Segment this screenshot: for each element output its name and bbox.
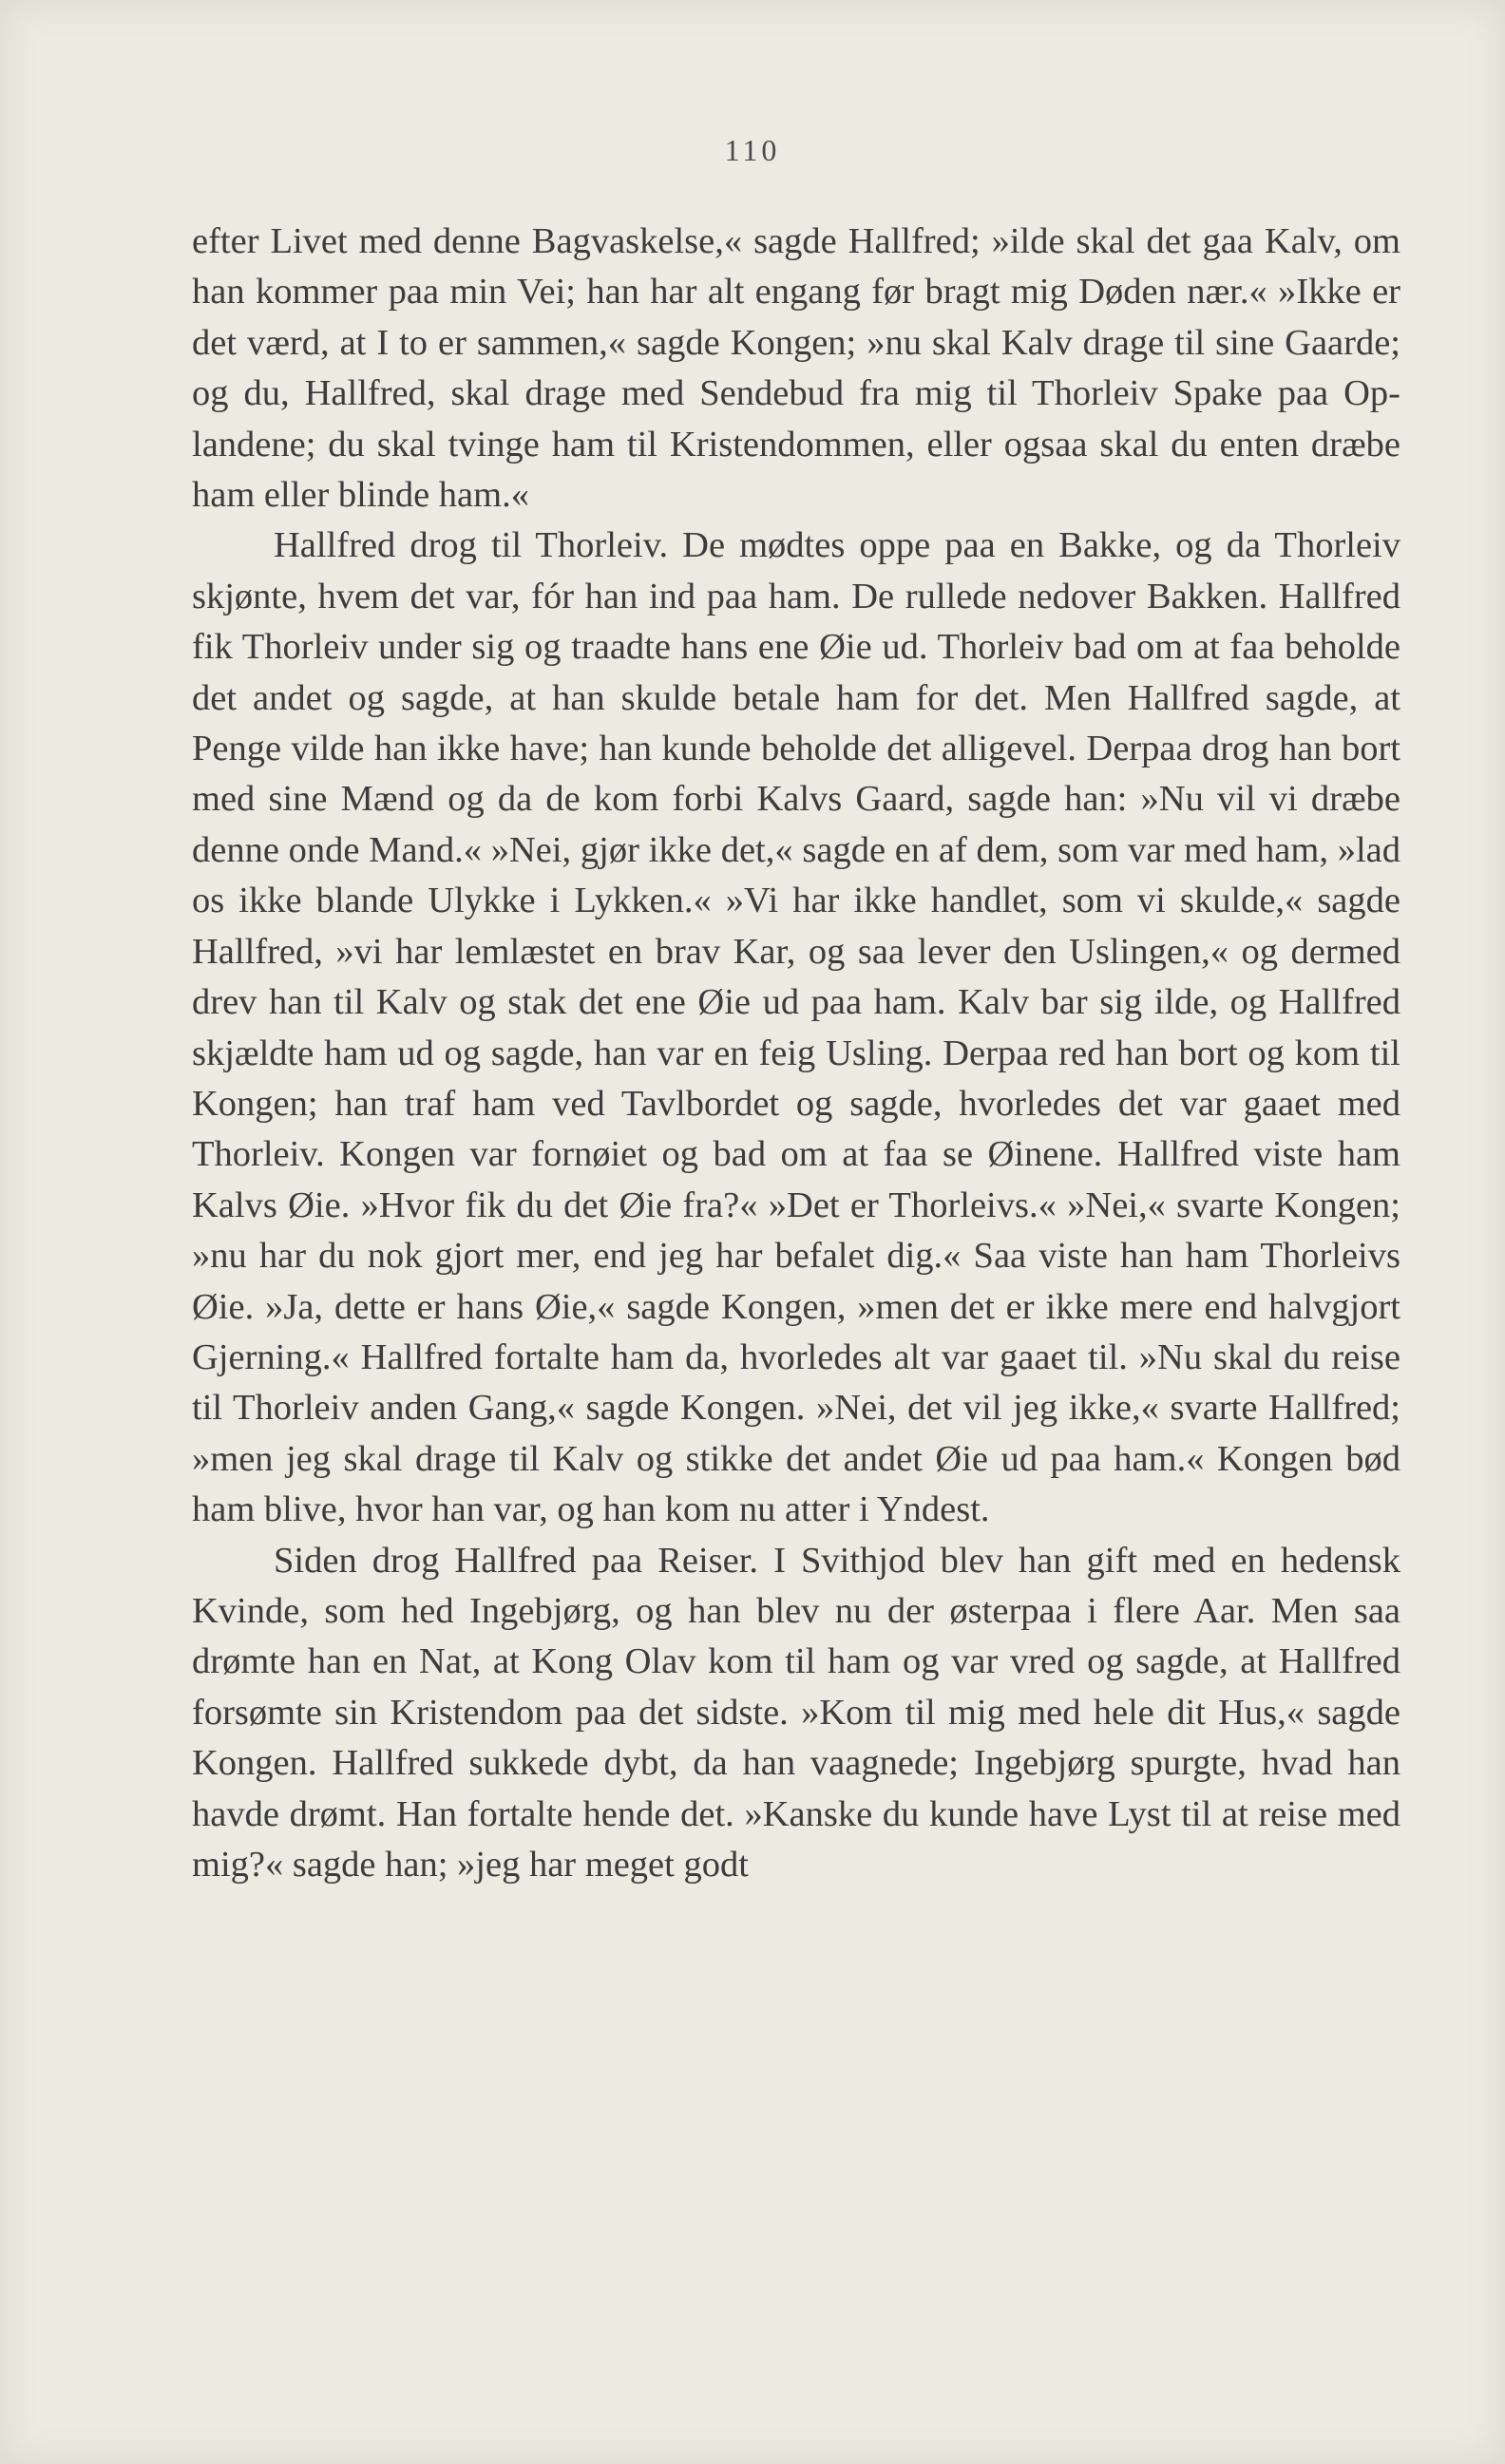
paragraph-2: Hallfred drog til Thorleiv. De mødtes oppe paa en Bakke, og da Thorleiv skjønte, hvem det var, fór han ind paa ham. De rullede nedover Bakken. Hallfred fik Thorleiv under sig og traadte hans ene Øie ud. Thorleiv bad om at faa beholde det andet og sagde, at han skulde betale ham for det. Men Hallfred sagde, at Penge vilde han ikke have; han kunde beholde det alligevel. Derpaa drog han bort med sine Mænd og da de kom forbi Kalvs Gaard, sagde han: »Nu vil vi dræbe denne onde Mand.« »Nei, gjør ikke det,« sagde en af dem, som var med ham, »lad os ikke blande Ulykke i Lykken.« »Vi har ikke handlet, som vi skulde,« sagde Hallfred, »vi har lemlæstet en brav Kar, og saa lever den Uslingen,« og dermed drev han til Kalv og stak det ene Øie ud paa ham. Kalv bar sig ilde, og Hallfred skjældte ham ud og sagde, han var en feig Usling. Derpaa red han bort og kom til Kongen; han traf ham ved Tavlbordet og sagde, hvorledes det var gaaet med Thorleiv. Kongen var fornøiet og bad om at faa se Øinene. Hallfred viste ham Kalvs Øie. »Hvor fik du det Øie fra?« »Det er Thorleivs.« »Nei,« svarte Kongen; »nu har du nok gjort mer, end jeg har befalet dig.« Saa viste han ham Thorleivs Øie. »Ja, dette er hans Øie,« sagde Kongen, »men det er ikke mere end halvgjort Gjerning.« Hallfred fortalte ham da, hvorledes alt var gaaet til. »Nu skal du reise til Thorleiv anden Gang,« sagde Kongen. »Nei, det vil jeg ikke,« svarte Hallfred; »men jeg skal drage til Kalv og stikke det andet Øie ud paa ham.« Kongen bød ham blive, hvor han var, og han kom nu atter i Yndest. — [192, 525, 1400, 1530]
paragraph-1: efter Livet med denne Bagvaskelse,« sagde Hallfred; »ilde skal det gaa Kalv, om han kommer paa min Vei; han har alt engang før bragt mig Døden nær.« »Ikke er det værd, at I to er sammen,« sagde Kongen; »nu skal Kalv drage til sine Gaarde; og du, Hallfred, skal drage med Sendebud fra mig til Thorleiv Spake paa Oplandene; du skal tvinge ham til Kristendommen, eller ogsaa skal du enten dræbe ham eller blinde ham.« — [192, 221, 1400, 516]
page-number: 110 — [724, 133, 781, 167]
body-text — [192, 217, 1400, 1890]
paragraph-3: Siden drog Hallfred paa Reiser. I Svithjod blev han gift med en hedensk Kvinde, som hed Ingebjørg, og han blev nu der østerpaa i flere Aar. Men saa drømte han en Nat, at Kong Olav kom til ham og var vred og sagde, at Hallfred forsømte sin Kristendom paa det sidste. »Kom til mig med hele dit Hus,« sagde Kongen. Hallfred sukkede dybt, da han vaagnede; Ingebjørg spurgte, hvad han havde drømt. Han fortalte hende det. »Kanske du kunde have Lyst til at reise med mig?« sagde han; »jeg har meget godt — [192, 1540, 1400, 1885]
